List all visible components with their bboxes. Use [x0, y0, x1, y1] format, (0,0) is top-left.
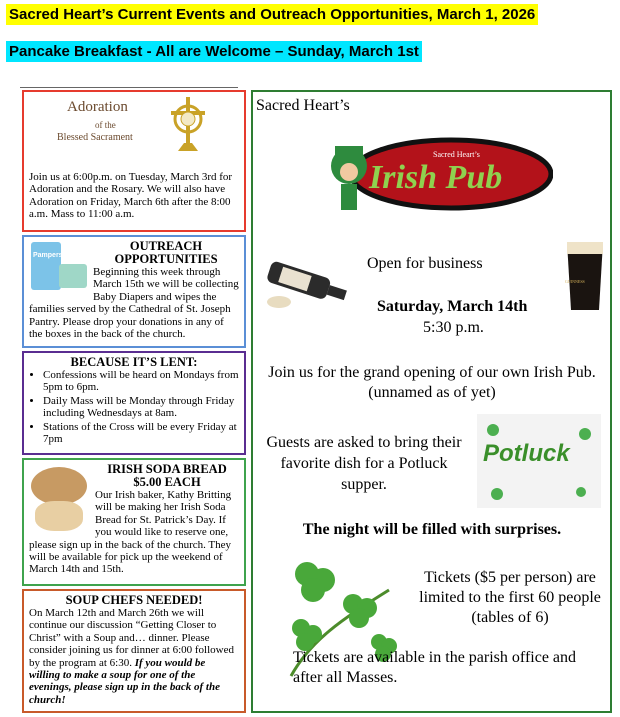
- pub-tickets: Tickets ($5 per person) are limited to the first 60 people (tables of 6): [419, 569, 601, 626]
- pub-guests: Guests are asked to bring their favorite dish for a Potluck supper.: [266, 434, 462, 493]
- soda-title-2: $5.00 EACH: [133, 475, 201, 489]
- soup-emphasis: If you would be willing to make a soup for one of the evenings, please sign up in the back of the church!: [29, 656, 220, 706]
- pub-header: Sacred Heart’s: [256, 97, 350, 114]
- soup-box: [22, 589, 246, 713]
- pub-available: Tickets are available in the parish office and after all Masses.: [293, 649, 577, 686]
- pub-unnamed: (unnamed as of yet): [368, 384, 496, 401]
- pub-time: 5:30 p.m.: [423, 319, 484, 336]
- adoration-logo-title: Adoration: [67, 99, 128, 115]
- lent-title: BECAUSE IT’S LENT:: [70, 355, 198, 369]
- monstrance-icon: [165, 95, 211, 153]
- pub-join: Join us for the grand opening of our own Irish Pub.: [268, 364, 596, 381]
- outreach-box: [22, 235, 246, 348]
- list-item: • Stations of the Cross will be every Friday at 7pm: [43, 421, 239, 446]
- diapers-label: Pampers: [33, 252, 63, 259]
- outreach-title: OUTREACH OPPORTUNITIES: [114, 239, 218, 266]
- lent-box: [22, 351, 246, 455]
- pub-surprise: The night will be filled with surprises.: [302, 521, 562, 538]
- irish-pub-box: [251, 90, 612, 713]
- adoration-box: [22, 90, 246, 232]
- list-item: • Daily Mass will be Monday through Friday including Wednesdays at 8am.: [43, 395, 239, 420]
- soda-bread-box: [22, 458, 246, 586]
- adoration-logo: [29, 95, 239, 157]
- pub-date: Saturday, March 14th: [377, 298, 528, 315]
- headline-pancake: Pancake Breakfast - All are Welcome – Sunday, March 1st: [6, 41, 422, 62]
- soda-title-1: IRISH SODA BREAD: [107, 462, 227, 476]
- list-item: • Confessions will be heard on Mondays from 5pm to 6pm.: [43, 369, 239, 394]
- potluck-label: Potluck: [483, 440, 570, 467]
- lent-list: [43, 369, 239, 445]
- adoration-logo-sub: Blessed Sacrament: [57, 132, 133, 143]
- pub-open: Open for business: [367, 255, 483, 272]
- adoration-body: Join us at 6:00p.m. on Tuesday, March 3rd for Adoration and the Rosary. We will also have Adoration on Friday, March 6th after the 8:00 a.m. Mass to 11:00 a.m.: [29, 171, 233, 221]
- soup-text: On March 12th and March 26th we will continue our discussion “Getting Closer to Christ” with a Soup and… dinner. Please consider joining us for dinner at 6:00 followed by the program at 6:30.: [29, 607, 234, 669]
- diapers-image: [29, 240, 89, 296]
- adoration-logo-of: of the: [95, 120, 116, 130]
- soup-body: [29, 607, 239, 706]
- headline-events: Sacred Heart’s Current Events and Outreach Opportunities, March 1, 2026: [6, 4, 538, 25]
- soda-body: Our Irish baker, Kathy Britting will be making her Irish Soda Bread for St. Patrick’s Day. If you would like to reserve one, please sign up in the back of the church. They will be available for pick up the weekend of March 14th and 15th.: [29, 489, 232, 576]
- outreach-body: Beginning this week through March 15th we will be collecting Baby Diapers and wipes the families served by the Cathedral of St. Joseph Pantry. Please drop your donations in any of the boxes in the back of the church.: [29, 266, 239, 341]
- divider: [20, 87, 238, 88]
- bottle-image: [259, 258, 355, 310]
- soda-bread-image: [29, 463, 91, 535]
- soup-title: SOUP CHEFS NEEDED!: [65, 593, 203, 607]
- beer-label: GUINNESS: [565, 279, 585, 284]
- pub-logo-main: Irish Pub: [369, 159, 503, 196]
- pub-logo-small: Sacred Heart’s: [433, 150, 480, 159]
